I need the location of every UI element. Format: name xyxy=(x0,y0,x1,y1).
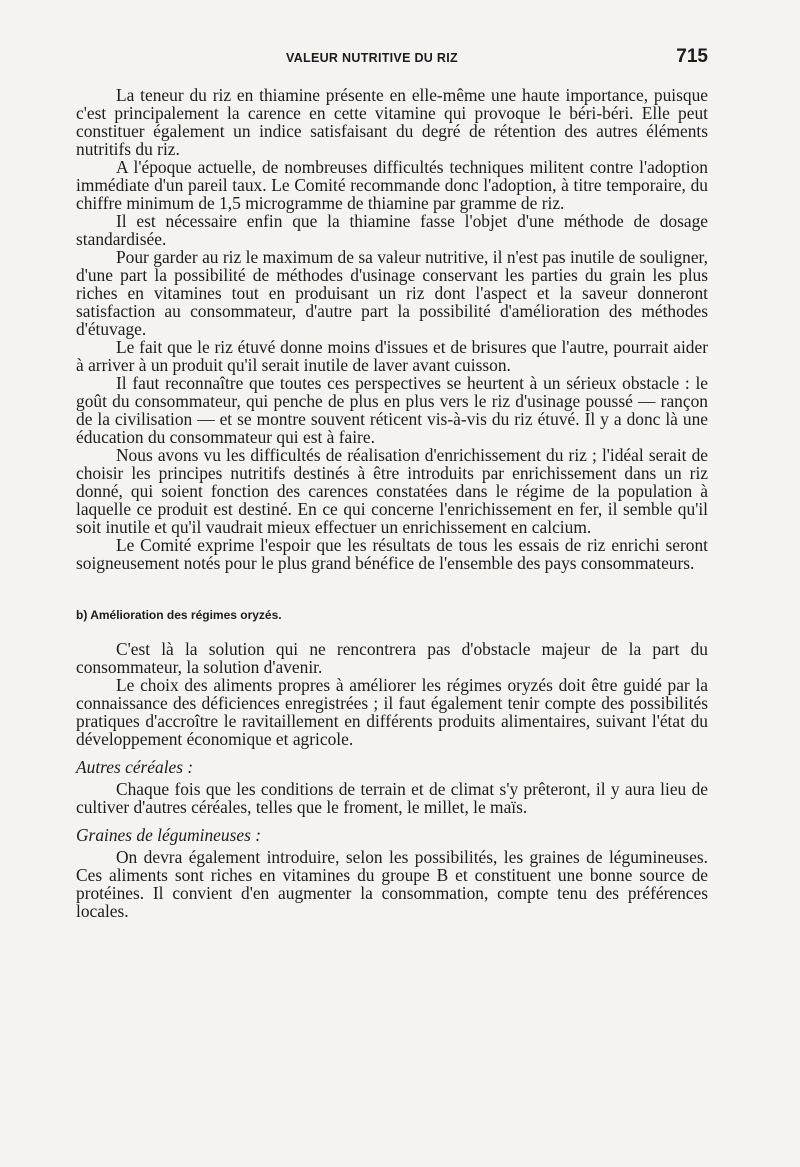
paragraph: Le choix des aliments propres à améliorer les régimes oryzés doit être guidé par la connaissance des déficiences enregistrées ; il faut également tenir compte des possibilités pratiques d'accroître le ravitaillement en différents produits alimentaires, suivant l'état du développement économique et agricole. xyxy=(76,675,708,749)
paragraph: La teneur du riz en thiamine présente en elle-même une haute importance, puisque c'est principalement la carence en cette vitamine qui provoque le béri-béri. Elle peut constituer également un indice satisfaisant du degré de rétention des autres éléments nutritifs du riz. xyxy=(76,85,708,159)
running-title: VALEUR NUTRITIVE DU RIZ xyxy=(286,51,458,65)
document-page xyxy=(76,46,708,920)
paragraph: C'est là la solution qui ne rencontrera pas d'obstacle majeur de la part du consommateur, la solution d'avenir. xyxy=(76,639,708,677)
paragraph: Le Comité exprime l'espoir que les résultats de tous les essais de riz enrichi seront soigneusement notés pour le plus grand bénéfice de l'ensemble des pays consommateurs. xyxy=(76,535,708,573)
paragraph: Pour garder au riz le maximum de sa valeur nutritive, il n'est pas inutile de souligner, d'une part la possibilité de méthodes d'usinage conservant les parties du grain les plus riches en vitamines tout en produisant un riz dont l'aspect et la saveur donneront satisfaction au consommateur, d'autre part la possibilité d'amélioration des méthodes d'étuvage. xyxy=(76,247,708,339)
paragraph: Le fait que le riz étuvé donne moins d'issues et de brisures que l'autre, pourrait aider à arriver à un produit qu'il serait inutile de laver avant cuisson. xyxy=(76,337,708,375)
page-number: 715 xyxy=(676,46,708,67)
section-a xyxy=(76,86,708,572)
paragraph: On devra également introduire, selon les possibilités, les graines de légumineuses. Ces aliments sont riches en vitamines du groupe B et constituent une bonne source de protéines. Il convient d'en augmenter la consommation, compte tenu des préférences locales. xyxy=(76,847,708,921)
section-b-heading: b) Amélioration des régimes oryzés. xyxy=(76,608,282,622)
paragraph: A l'époque actuelle, de nombreuses difficultés techniques militent contre l'adoption immédiate d'un pareil taux. Le Comité recommande donc l'adoption, à titre temporaire, du chiffre minimum de 1,5 microgramme de thiamine par gramme de riz. xyxy=(76,157,708,213)
paragraph: Nous avons vu les difficultés de réalisation d'enrichissement du riz ; l'idéal serait de choisir les principes nutritifs destinés à être introduits par enrichissement dans un riz donné, qui soient fonction des carences constatées dans le régime de la population à laquelle ce produit est destiné. En ce qui concerne l'enrichissement en fer, il semble qu'il soit inutile et qu'il vaudrait mieux effectuer un enrichissement en calcium. xyxy=(76,445,708,537)
paragraph: Il est nécessaire enfin que la thiamine fasse l'objet d'une méthode de dosage standardisée. xyxy=(76,211,708,249)
subsection-title: Graines de légumineuses : xyxy=(76,825,261,845)
running-header xyxy=(76,46,708,74)
paragraph: Chaque fois que les conditions de terrain et de climat s'y prêteront, il y aura lieu de cultiver d'autres céréales, telles que le froment, le millet, le maïs. xyxy=(76,779,708,817)
paragraph: Il faut reconnaître que toutes ces perspectives se heurtent à un sérieux obstacle : le goût du consommateur, qui penche de plus en plus vers le riz d'usinage poussé — rançon de la civilisation — et se montre souvent réticent vis-à-vis du riz étuvé. Il y a donc là une éducation du consommateur qui est à faire. xyxy=(76,373,708,447)
section-b xyxy=(76,640,708,920)
subsection-title: Autres céréales : xyxy=(76,757,194,777)
